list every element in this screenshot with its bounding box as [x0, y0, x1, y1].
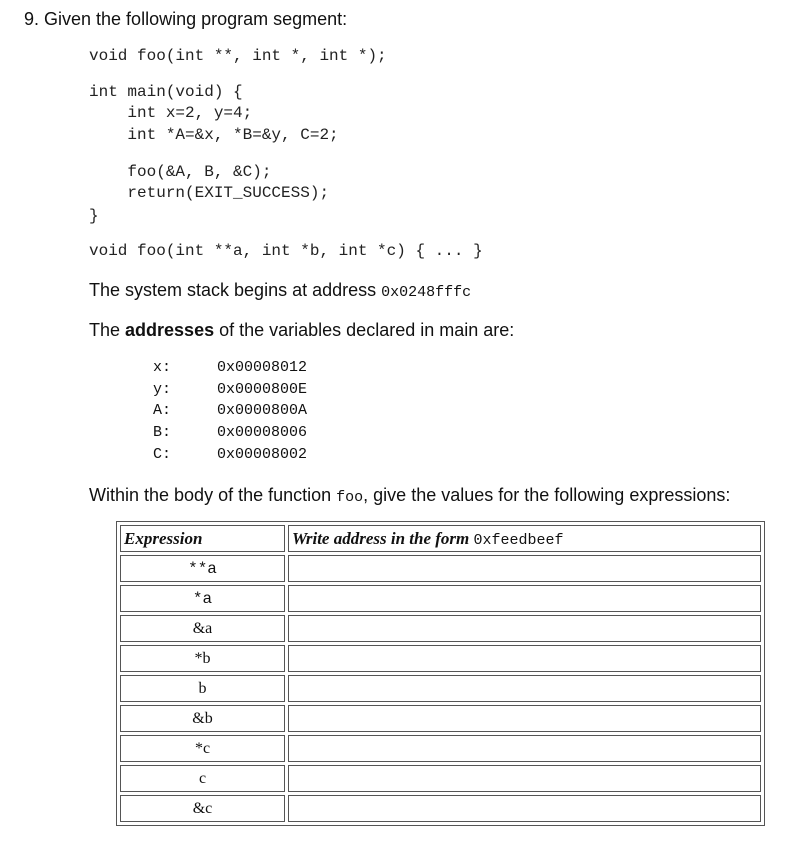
code-line-pointers: int *A=&x, *B=&y, C=2;: [89, 126, 339, 144]
table-row: [120, 735, 761, 762]
code-line-prototype: void foo(int **, int *, int *);: [89, 47, 387, 65]
header-value-text: Write address in the form: [292, 528, 474, 548]
addresses-intro: [89, 320, 514, 341]
table-row: [120, 675, 761, 702]
instruction-post: , give the values for the following expressions:: [363, 485, 731, 505]
answer-cell[interactable]: [288, 675, 761, 702]
addresses-intro-bold: addresses: [125, 320, 215, 340]
answer-cell[interactable]: [288, 765, 761, 792]
code-line-return: return(EXIT_SUCCESS);: [89, 184, 330, 202]
variable-name: C:: [153, 446, 172, 463]
variable-name: y:: [153, 381, 172, 398]
variable-name: B:: [153, 424, 172, 441]
table-row: [120, 795, 761, 822]
instruction-func: foo: [336, 489, 364, 506]
answer-cell[interactable]: [288, 795, 761, 822]
code-line-foo-def: void foo(int **a, int *b, int *c) { ... }: [89, 242, 483, 260]
expression-table: [116, 521, 765, 826]
answer-cell[interactable]: [288, 735, 761, 762]
expression-cell: c: [120, 765, 285, 792]
addresses-intro-post: of the variables declared in main are:: [214, 320, 515, 340]
expression-cell: &b: [120, 705, 285, 732]
variable-address: 0x0000800A: [217, 402, 308, 419]
variable-name: A:: [153, 402, 172, 419]
answer-cell[interactable]: [288, 645, 761, 672]
answer-cell[interactable]: [288, 585, 761, 612]
question-heading: 9. Given the following program segment:: [24, 9, 348, 29]
header-expression: Expression: [120, 525, 285, 552]
variable-name: x:: [153, 359, 172, 376]
header-value-code: 0xfeedbeef: [473, 531, 564, 549]
table-row: [120, 765, 761, 792]
header-value: [288, 525, 761, 552]
table-row: [120, 615, 761, 642]
table-row: [120, 585, 761, 612]
expression-cell: *a: [120, 585, 285, 612]
code-line-int-xy: int x=2, y=4;: [89, 104, 253, 122]
instruction-pre: Within the body of the function: [89, 485, 337, 505]
table-row: [120, 555, 761, 582]
expression-cell: *b: [120, 645, 285, 672]
variable-address: 0x00008006: [217, 424, 308, 441]
answer-cell[interactable]: [288, 615, 761, 642]
expression-cell: &a: [120, 615, 285, 642]
code-line-call: foo(&A, B, &C);: [89, 163, 272, 181]
expression-cell: b: [120, 675, 285, 702]
answer-cell[interactable]: [288, 555, 761, 582]
stack-statement: [89, 280, 471, 301]
table-row: [120, 645, 761, 672]
table-row: [120, 705, 761, 732]
variable-address: 0x00008002: [217, 446, 308, 463]
expression-cell: **a: [120, 555, 285, 582]
stack-label: The system stack begins at address: [89, 280, 382, 300]
stack-address: 0x0248fffc: [381, 284, 472, 301]
code-line-main-open: int main(void) {: [89, 83, 243, 101]
variable-address: 0x0000800E: [217, 381, 308, 398]
expression-cell: *c: [120, 735, 285, 762]
code-line-main-close: }: [89, 207, 99, 225]
expression-cell: &c: [120, 795, 285, 822]
variable-address: 0x00008012: [217, 359, 308, 376]
addresses-intro-pre: The: [89, 320, 126, 340]
answer-cell[interactable]: [288, 705, 761, 732]
table-header-row: [120, 525, 761, 552]
instruction-text: [89, 485, 730, 506]
